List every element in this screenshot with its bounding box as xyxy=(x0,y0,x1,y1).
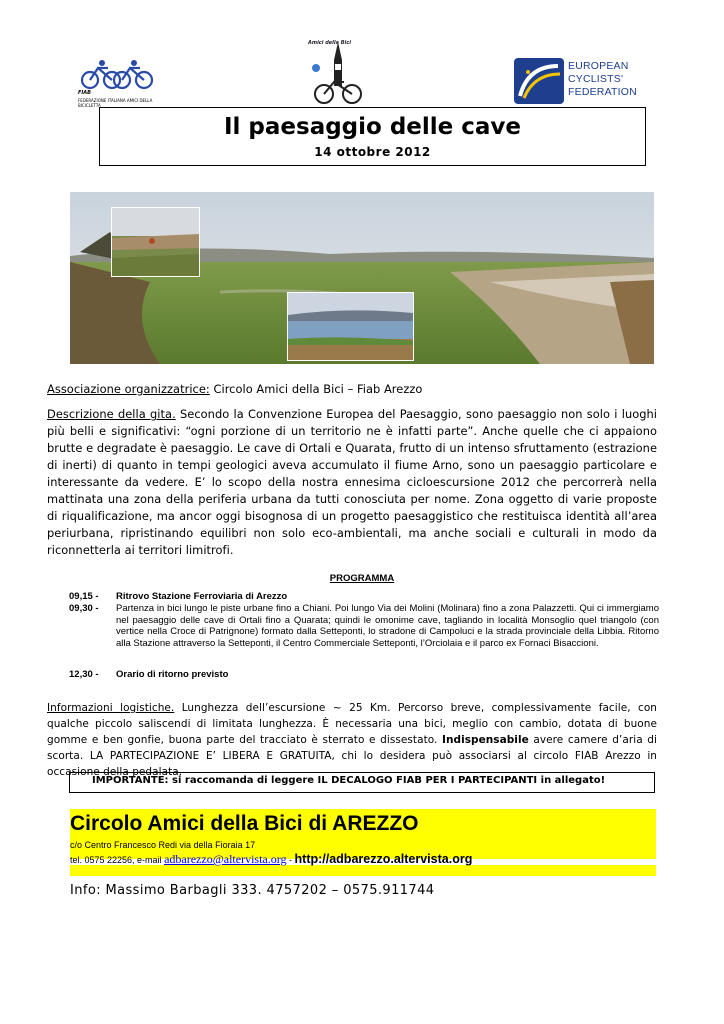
fiab-logo-text: FIAB xyxy=(78,90,91,96)
contact-separator: - xyxy=(286,855,295,865)
important-text: IMPORTANTE: si raccomanda di leggere IL DECALOGO FIAB PER I PARTECIPANTI in allegato! xyxy=(92,775,606,786)
amici-della-bici-logo xyxy=(308,38,366,106)
circolo-name: Circolo Amici della Bici di AREZZO xyxy=(70,812,419,835)
program-item xyxy=(69,669,659,681)
description-paragraph xyxy=(47,406,657,559)
ecf-line-3: FEDERATION xyxy=(568,86,637,98)
fiab-logo-subtext: FEDERAZIONE ITALIANA AMICI DELLA BICICLETTA xyxy=(78,98,153,108)
ecf-logo xyxy=(514,58,664,106)
program-text: Partenza in bici lungo le piste urbane fino a Chiani. Poi lungo Via dei Molini (Molinara) fino a zona Palazzetti. Qui ci immergiamo nel paesaggio delle cave di Ortali fino a Quarata; quindi le omonime cave, tagliando in località Monsoglio quel triangolo (con vertice nella Croce di Patrignone) formato dalla Setteponti, lo stradone di Campoluci e la strada provinciale della Libbia. Ritorno alla Stazione attraverso la Setteponti, il Centro Commerciale Setteponti, l’Orciolaia e il parco ex Fornaci Bisaccioni. xyxy=(116,603,659,649)
amici-logo-text: Amici della Bici xyxy=(308,40,351,46)
logistics-text-1: Lunghezza dell’escursione ~ 25 Km. Percorso breve, complessivamente facile, con qualche piccolo saliscendi di limitata lunghezza. È necessaria una bici, meglio con cambio, dotata di buone gomme e ben gonfie, buona parte del tracciato è sterrato e dissestato. xyxy=(47,702,657,746)
ecf-logo-text xyxy=(568,60,637,99)
event-date: 14 ottobre 2012 xyxy=(314,145,431,159)
fiab-logo xyxy=(78,58,160,108)
page-title: Il paesaggio delle cave xyxy=(223,114,522,140)
association-label: Associazione organizzatrice: xyxy=(47,382,210,396)
title-box xyxy=(99,107,646,166)
phone-text: tel. 0575 22256, e-mail xyxy=(70,855,162,865)
association-value: Circolo Amici della Bici – Fiab Arezzo xyxy=(213,382,423,396)
program-item xyxy=(69,603,659,669)
programma-title: PROGRAMMA xyxy=(329,573,395,584)
ecf-line-2: CYCLISTS' xyxy=(568,73,624,85)
ecf-emblem-icon xyxy=(514,58,564,104)
logistics-bold: Indispensabile xyxy=(442,734,529,746)
program-time: 12,30 - xyxy=(69,669,99,680)
logistics-paragraph xyxy=(47,700,657,780)
info-contact-line: Info: Massimo Barbagli 333. 4757202 – 0575.911744 xyxy=(70,883,435,898)
website-link[interactable]: http://adbarezzo.altervista.org xyxy=(294,852,473,866)
description-label: Descrizione della gita. xyxy=(47,407,176,421)
program-text: Ritrovo Stazione Ferroviaria di Arezzo xyxy=(116,591,288,602)
email-link[interactable]: adbarezzo@altervista.org xyxy=(164,852,287,866)
program-time: 09,15 - xyxy=(69,591,99,602)
circolo-address: c/o Centro Francesco Redi via della Fioraia 17 xyxy=(70,840,256,850)
program-text: Orario di ritorno previsto xyxy=(116,669,229,680)
contact-line xyxy=(70,852,472,867)
inset-photo-quarry xyxy=(111,207,200,277)
program-item xyxy=(69,591,659,603)
association-line xyxy=(47,381,657,398)
important-box xyxy=(69,772,655,793)
bell-tower-cyclist-icon xyxy=(308,38,366,106)
cyclists-icon xyxy=(78,58,160,92)
logistics-label: Informazioni logistiche. xyxy=(47,702,175,714)
description-text: Secondo la Convenzione Europea del Paesaggio, sono paesaggio non solo i luoghi più belli e significativi: “ogni porzione di un territorio ne è infatti parte”. Anche quelle che ci appaiono brutte e degradate è paesaggio. Le cave di Ortali e Quarata, frutto di un intenso sfruttamento (estrazione di inerti) di quanto in tempi geologici aveva accumulato il fiume Arno, sono un paesaggio particolare e interessante da vedere. E’ lo scopo della nostra ennesima cicloescursione 2012 che percorrerà nella mattinata una zona della periferia urbana da tutti conosciuta per nome. Zona oggetto di varie proposte di riqualificazione, ma ancor oggi bisognosa di un progetto paesaggistico che restituisca identità all’area periurbana, ripristinando equilibri non solo eco-ambientali, ma anche sociali e culturali in modo da riconnetterla ai territori limitrofi. xyxy=(47,407,657,557)
program-time: 09,30 - xyxy=(69,603,99,614)
inset-photo-lake xyxy=(287,292,414,361)
ecf-line-1: EUROPEAN xyxy=(568,60,629,72)
logistics-text-2: avere camere d’aria di scorta. LA PARTECIPAZIONE E’ LIBERA E GRATUITA, chi lo desidera può associarsi al circolo FIAB Arezzo in occasione della pedalata. xyxy=(47,734,657,778)
